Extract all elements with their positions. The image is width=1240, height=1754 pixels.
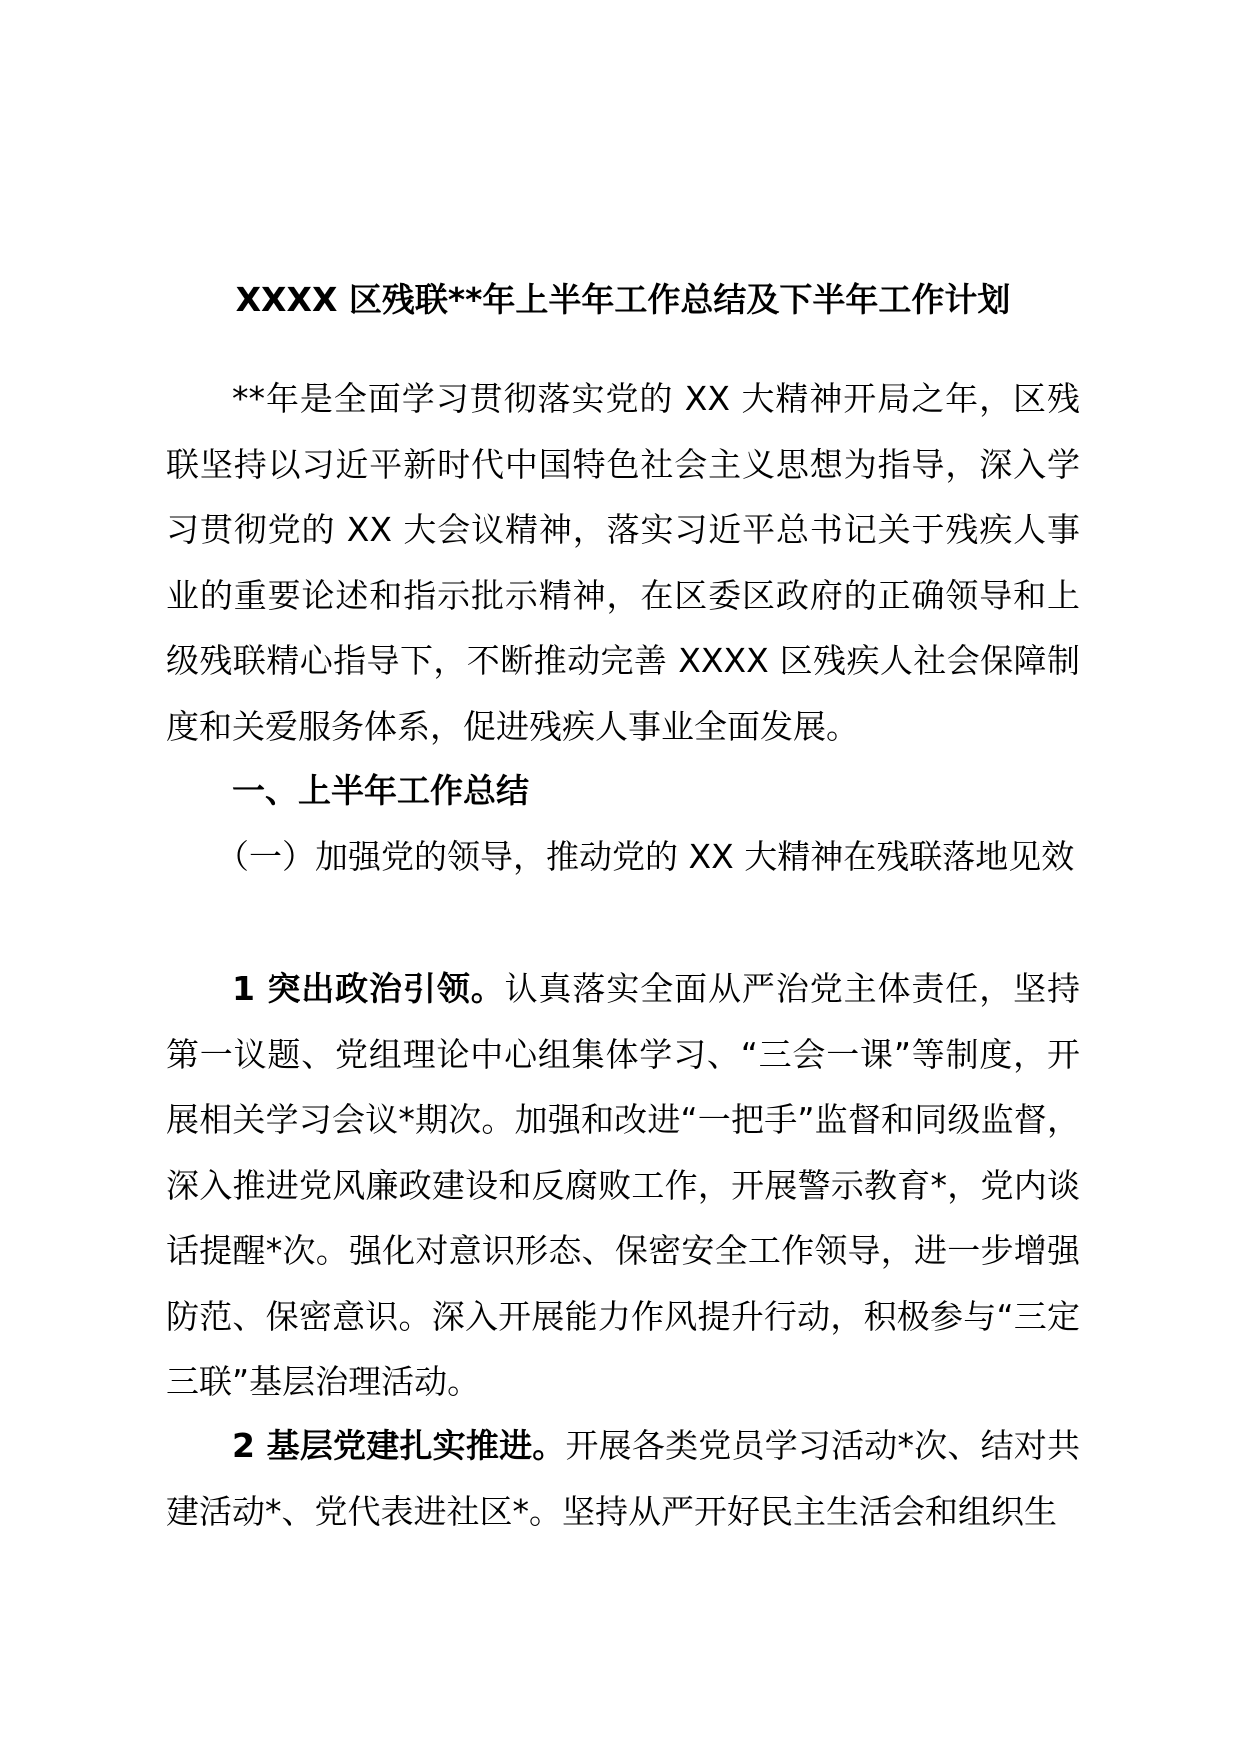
item-1-lead: 1 突出政治引领。 bbox=[232, 969, 505, 1008]
item-2-text: 开展各类党员学习活动*次、结对共建活动*、党代表进社区*。坚持从严开好民主生活会和组织生 bbox=[166, 1426, 1081, 1531]
intro-text: **年是全面学习贯彻落实党的 XX 大精神开局之年，区残联坚持以习近平新时代中国特色社会主义思想为指导，深入学习贯彻党的 XX 大会议精神，落实习近平总书记关于残疾人事业的重要论述和指示批示精神，在区委区政府的正确领导和上级残联精心指导下，不断推动完善 XXXX 区残疾人社会保障制度和关爱服务体系，促进残疾人事业全面发展。 bbox=[166, 379, 1080, 746]
document-title: XXXX 区残联**年上半年工作总结及下半年工作计划 bbox=[235, 280, 1011, 319]
item-2-lead: 2 基层党建扎实推进。 bbox=[232, 1426, 566, 1465]
section-heading bbox=[166, 758, 1080, 824]
item-1-paragraph bbox=[166, 956, 1080, 1415]
item-2-paragraph bbox=[166, 1413, 1080, 1544]
item-1-text: 认真落实全面从严治党主体责任，坚持第一议题、党组理论中心组集体学习、“三会一课”等制度，开展相关学习会议*期次。加强和改进“一把手”监督和同级监督，深入推进党风廉政建设和反腐败工作，开展警示教育*，党内谈话提醒*次。强化对意识形态、保密安全工作领导，进一步增强防范、保密意识。深入开展能力作风提升行动，积极参与“三定三联”基层治理活动。 bbox=[166, 969, 1081, 1401]
item-2-content bbox=[166, 1413, 1080, 1544]
subsection-heading bbox=[166, 824, 1080, 890]
intro-paragraph bbox=[166, 366, 1080, 759]
item-1-content bbox=[166, 956, 1080, 1415]
subsection-heading-text: （一）加强党的领导，推动党的 XX 大精神在残联落地见效 bbox=[216, 837, 1075, 876]
section-heading-text: 一、上半年工作总结 bbox=[232, 771, 529, 810]
